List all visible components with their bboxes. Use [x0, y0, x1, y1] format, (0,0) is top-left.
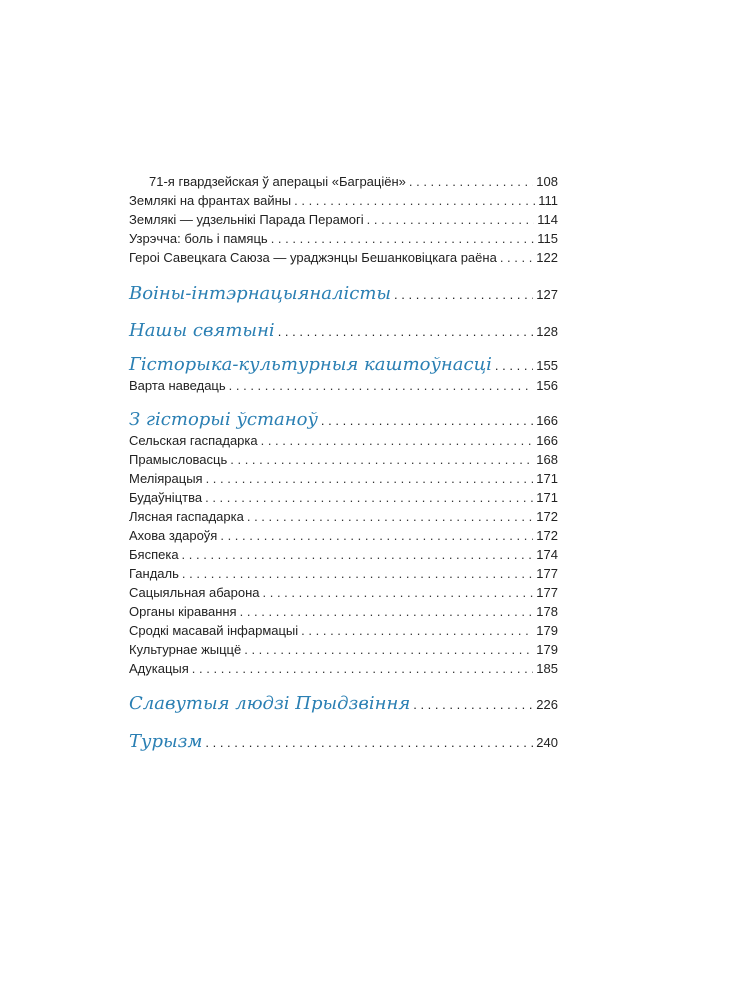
toc-section-heading[interactable]	[129, 283, 558, 305]
toc-entry-title: Узрэчча: боль і памяць	[129, 231, 268, 246]
toc-entry[interactable]	[129, 210, 558, 229]
toc-entry-page: 172	[536, 528, 558, 543]
leader-dots	[394, 284, 533, 306]
toc-entry-title: Прамысловасць	[129, 452, 228, 467]
toc-section-title: З гісторыі ўстаноў	[129, 409, 318, 430]
toc-section-heading[interactable]	[129, 409, 558, 431]
toc-entry[interactable]	[129, 191, 558, 210]
leader-dots	[263, 583, 534, 602]
toc-section-title: Турызм	[129, 731, 203, 752]
leader-dots	[182, 545, 534, 564]
toc-section-page: 128	[536, 324, 558, 339]
toc-entry-page: 172	[536, 509, 558, 524]
leader-dots	[261, 431, 534, 450]
leader-dots	[500, 248, 533, 267]
toc-section-title: Славутыя людзі Прыдзвіння	[129, 693, 411, 714]
toc-entry-page: 108	[536, 174, 558, 189]
leader-dots	[206, 469, 534, 488]
toc-entry-page: 177	[536, 585, 558, 600]
toc-entry[interactable]	[129, 229, 558, 248]
toc-section-heading[interactable]	[129, 354, 558, 376]
toc-entry-page: 177	[536, 566, 558, 581]
toc-entry[interactable]	[129, 248, 558, 267]
leader-dots	[240, 602, 534, 621]
toc-group-institutions	[129, 431, 558, 678]
leader-dots	[205, 488, 533, 507]
toc-entry[interactable]	[129, 431, 558, 450]
toc-entry-title: Варта наведаць	[129, 378, 226, 393]
leader-dots	[301, 621, 533, 640]
toc-entry-title: Землякі на франтах вайны	[129, 193, 292, 208]
leader-dots	[244, 640, 533, 659]
toc-section-page: 127	[536, 287, 558, 302]
toc-entry-page: 179	[536, 642, 558, 657]
toc-entry-page: 168	[536, 452, 558, 467]
leader-dots	[182, 564, 533, 583]
leader-dots	[247, 507, 533, 526]
toc-entry-page: 174	[536, 547, 558, 562]
toc-entry[interactable]	[129, 602, 558, 621]
toc-section-page: 226	[536, 697, 558, 712]
toc-entry[interactable]	[129, 564, 558, 583]
leader-dots	[205, 732, 533, 754]
toc-section-heading[interactable]	[129, 731, 558, 753]
toc-entry-title: 71-я гвардзейская ў аперацыі «Баграціён»	[149, 174, 406, 189]
toc-entry-page: 156	[536, 378, 558, 393]
toc-group-war	[129, 172, 558, 267]
toc-entry-page: 171	[536, 490, 558, 505]
leader-dots	[409, 172, 533, 191]
leader-dots	[321, 410, 533, 432]
toc-entry-title: Сельская гаспадарка	[129, 433, 258, 448]
toc-entry-title: Сацыяльная абарона	[129, 585, 260, 600]
toc-entry-title: Героі Савецкага Саюза — ураджэнцы Бешанковіцкага раёна	[129, 250, 497, 265]
toc-entry-title: Адукацыя	[129, 661, 189, 676]
leader-dots	[367, 210, 535, 229]
toc-entry-page: 115	[537, 231, 558, 246]
toc-entry-title: Культурнае жыццё	[129, 642, 242, 657]
toc-section-title: Нашы святыні	[129, 320, 275, 341]
toc-entry-title: Лясная гаспадарка	[129, 509, 244, 524]
leader-dots	[192, 659, 534, 678]
toc-entry[interactable]	[129, 469, 558, 488]
toc-entry-title: Органы кіравання	[129, 604, 237, 619]
toc-entry-title: Будаўніцтва	[129, 490, 203, 505]
toc-entry-page: 114	[537, 212, 558, 227]
toc-entry[interactable]	[129, 545, 558, 564]
toc-entry[interactable]	[129, 450, 558, 469]
toc-entry[interactable]	[129, 488, 558, 507]
toc-entry-title: Гандаль	[129, 566, 179, 581]
toc-section-page: 240	[536, 735, 558, 750]
toc-entry-page: 171	[536, 471, 558, 486]
toc-entry[interactable]	[129, 659, 558, 678]
toc-entry-page: 185	[536, 661, 558, 676]
table-of-contents	[129, 172, 558, 753]
toc-entry[interactable]	[129, 172, 558, 191]
leader-dots	[413, 694, 533, 716]
toc-entry-page: 178	[536, 604, 558, 619]
toc-entry[interactable]	[129, 583, 558, 602]
toc-section-heading[interactable]	[129, 320, 558, 342]
toc-entry[interactable]	[129, 526, 558, 545]
toc-entry[interactable]	[129, 621, 558, 640]
toc-section-page: 166	[536, 413, 558, 428]
toc-entry-title: Бяспека	[129, 547, 179, 562]
leader-dots	[271, 229, 535, 248]
toc-entry-title: Землякі — удзельнікі Парада Перамогі	[129, 212, 364, 227]
toc-entry-page: 122	[536, 250, 558, 265]
leader-dots	[278, 321, 534, 343]
leader-dots	[495, 355, 533, 377]
toc-section-heading[interactable]	[129, 693, 558, 715]
toc-section-title: Гісторыка-культурныя каштоўнасці	[129, 354, 492, 375]
toc-section-title: Воіны-інтэрнацыяналісты	[129, 283, 392, 304]
leader-dots	[229, 376, 534, 395]
leader-dots	[230, 450, 533, 469]
toc-entry[interactable]	[129, 376, 558, 395]
leader-dots	[220, 526, 533, 545]
toc-entry[interactable]	[129, 507, 558, 526]
toc-entry-page: 166	[536, 433, 558, 448]
toc-entry-page: 111	[538, 193, 558, 208]
leader-dots	[294, 191, 535, 210]
toc-entry-title: Ахова здароўя	[129, 528, 218, 543]
toc-entry-page: 179	[536, 623, 558, 638]
toc-entry[interactable]	[129, 640, 558, 659]
toc-section-page: 155	[536, 358, 558, 373]
toc-entry-title: Сродкі масавай інфармацыі	[129, 623, 299, 638]
toc-entry-title: Меліярацыя	[129, 471, 203, 486]
